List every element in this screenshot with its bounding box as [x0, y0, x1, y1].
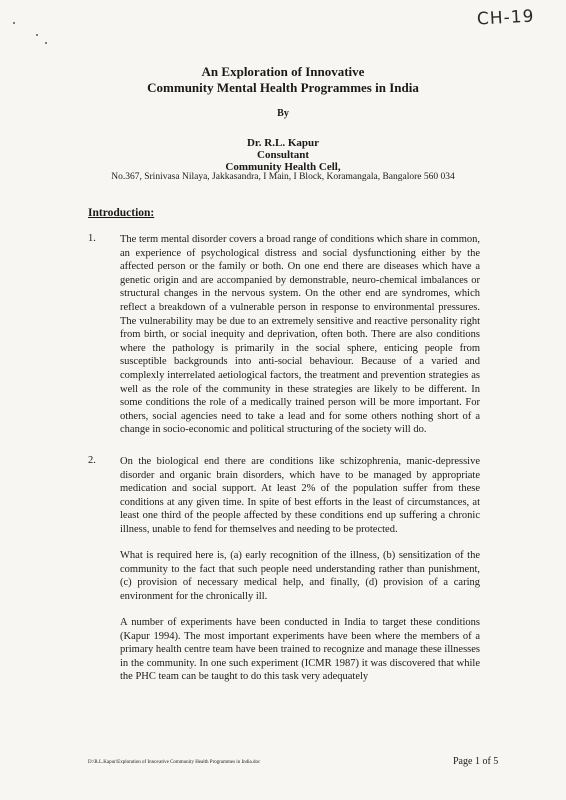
- author-organization: Community Health Cell,: [225, 161, 341, 173]
- author-name: Dr. R.L. Kapur: [246, 137, 320, 149]
- author-address: No.367, Srinivasa Nilaya, Jakkasandra, I Main, I Block, Koramangala, Bangalore 560 034: [111, 172, 455, 182]
- paragraph-1: The term mental disorder covers a broad range of conditions which share in common, an experience of psychological distress and social dysfunctioning either by the affected person or the family or both. On one end there are diseases which have a genetic origin and are accompanied by demonstrable, neuro-chemical imbalances or structural changes in the nervous system. On the other end are syndromes, which reflect a breakdown of a vulnerable person in response to environmental pressures. The vulnerability may be due to an extremely sensitive and reactive personality right from birth, or social inequity and deprivation, often both. There are also conditions where the pathology is primarily in the social sphere, enticing people from susceptible backgrounds into anti-social behaviour. Because of a varied and complexly interrelated aetiological factors, the treatment and prevention strategies as well as the role of the community in these strategies are likely to be different. In some conditions the role of a medically trained person will be more important. For others, social agencies need to take a lead and for some others nothing short of a change in socio-economic and political structuring of the society will do.: [120, 234, 480, 436]
- byline: By: [277, 108, 289, 119]
- paragraph-4: A number of experiments have been conducted in India to target these conditions (Kapur 1994). The most important experiments have been where the members of a primary health centre team have been trained to recognize and manage these illnesses in the community. In one such experiment (ICMR 1987) it was discovered that while the PHC team can be taught to do this task very adequately: [120, 617, 480, 683]
- footer-page-number: Page 1 of 5: [453, 756, 499, 767]
- scan-speck: [36, 34, 38, 36]
- paragraph-number: 1.: [88, 233, 96, 244]
- scan-speck: [45, 42, 47, 44]
- paragraph-2: On the biological end there are conditions like schizophrenia, manic-depressive disorder and organic brain disorders, which have to be managed by appropriate medication and social support. At least 2% of the population suffer from these conditions at any given time. In spite of best efforts in the least of circumstances, at least one third of the people affected by these conditions end up suffering a chronic illness, unable to fend for themselves and needing to be protected.: [120, 456, 480, 535]
- handwritten-stamp: CH-19: [476, 6, 535, 30]
- document-title-line-2: Community Mental Health Programmes in India: [147, 80, 419, 95]
- paragraph-3: What is required here is, (a) early recognition of the illness, (b) sensitization of the community to the fact that such people need understanding rather than punishment, (c) provision of necessary medical help, and finally, (d) provision of a caring environment for the chronically ill.: [120, 550, 480, 602]
- scan-speck: [13, 22, 15, 24]
- author-role: Consultant: [257, 149, 309, 161]
- section-heading: Introduction:: [88, 207, 155, 219]
- paragraph-number: 2.: [88, 455, 96, 466]
- document-title-line-1: An Exploration of Innovative: [201, 64, 365, 79]
- footer-file-path: D:\R.L.Kapur\Exploration of Innovative Community Health Programmes in India.doc: [88, 760, 261, 765]
